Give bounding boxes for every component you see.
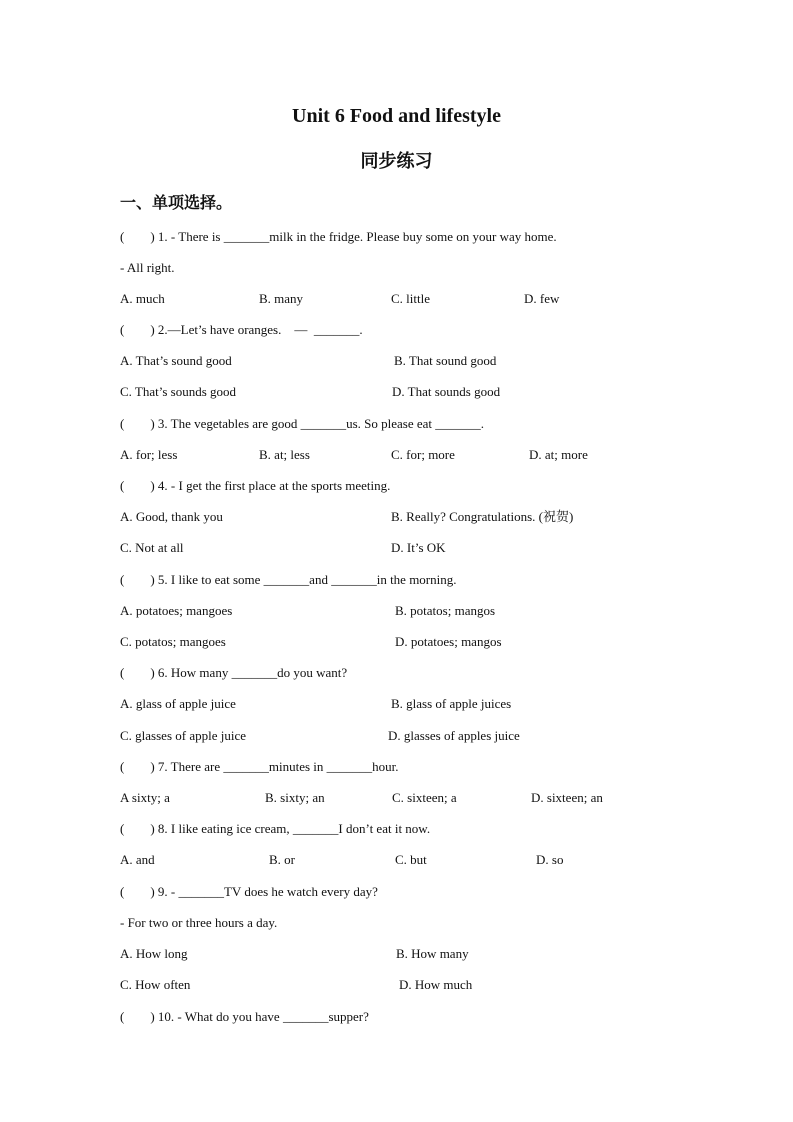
question-stem: ( ) 7. There are _______minutes in _______hour. bbox=[120, 759, 399, 774]
page-subtitle: 同步练习 bbox=[360, 151, 433, 172]
answer-option: A. That’s sound good bbox=[120, 353, 232, 368]
answer-option: B. That sound good bbox=[394, 353, 497, 368]
answer-option: B. potatos; mangos bbox=[395, 603, 496, 618]
question-stem: ( ) 5. I like to eat some _______and _______in the morning. bbox=[120, 572, 457, 587]
answer-option: C. Not at all bbox=[120, 540, 184, 555]
answer-option: C. How often bbox=[120, 977, 191, 992]
answer-option: B. Really? Congratulations. (祝贺) bbox=[391, 509, 574, 524]
answer-option: C. for; more bbox=[391, 447, 455, 462]
question-reply: - All right. bbox=[120, 260, 175, 275]
answer-option: D. few bbox=[524, 291, 560, 306]
answer-option: A. Good, thank you bbox=[120, 509, 223, 524]
question-stem: ( ) 4. - I get the first place at the sports meeting. bbox=[120, 478, 391, 493]
question-stem: ( ) 2.—Let’s have oranges. — _______. bbox=[120, 322, 363, 337]
answer-option: D. so bbox=[536, 852, 564, 867]
answer-option: A sixty; a bbox=[120, 790, 170, 805]
answer-option: C. but bbox=[395, 852, 427, 867]
answer-option: D. at; more bbox=[529, 447, 588, 462]
answer-option: A. potatoes; mangoes bbox=[120, 603, 233, 618]
answer-option: A. How long bbox=[120, 946, 188, 961]
answer-option: D. It’s OK bbox=[391, 540, 446, 555]
answer-option: D. sixteen; an bbox=[531, 790, 603, 805]
answer-option: C. glasses of apple juice bbox=[120, 728, 246, 743]
answer-option: B. sixty; an bbox=[265, 790, 325, 805]
question-stem: ( ) 10. - What do you have _______supper? bbox=[120, 1009, 369, 1024]
section-heading: 一、单项选择。 bbox=[120, 193, 233, 212]
answer-option: A. and bbox=[120, 852, 155, 867]
answer-option: C. sixteen; a bbox=[392, 790, 457, 805]
answer-option: D. glasses of apples juice bbox=[388, 728, 520, 743]
answer-option: B. at; less bbox=[259, 447, 310, 462]
answer-option: B. glass of apple juices bbox=[391, 696, 512, 711]
question-stem: ( ) 1. - There is _______milk in the fridge. Please buy some on your way home. bbox=[120, 229, 557, 244]
answer-option: B. or bbox=[269, 852, 295, 867]
answer-option: B. How many bbox=[396, 946, 469, 961]
answer-option: C. potatos; mangoes bbox=[120, 634, 226, 649]
answer-option: A. much bbox=[120, 291, 165, 306]
question-stem: ( ) 6. How many _______do you want? bbox=[120, 665, 348, 680]
answer-option: D. That sounds good bbox=[392, 384, 501, 399]
answer-option: A. for; less bbox=[120, 447, 178, 462]
question-stem: ( ) 3. The vegetables are good _______us. So please eat _______. bbox=[120, 416, 485, 431]
page-title: Unit 6 Food and lifestyle bbox=[292, 105, 501, 127]
answer-option: A. glass of apple juice bbox=[120, 696, 236, 711]
question-reply: - For two or three hours a day. bbox=[120, 915, 278, 930]
answer-option: D. How much bbox=[399, 977, 473, 992]
answer-option: C. little bbox=[391, 291, 430, 306]
answer-option: B. many bbox=[259, 291, 304, 306]
question-stem: ( ) 8. I like eating ice cream, _______I don’t eat it now. bbox=[120, 821, 431, 836]
answer-option: C. That’s sounds good bbox=[120, 384, 237, 399]
question-stem: ( ) 9. - _______TV does he watch every day? bbox=[120, 884, 378, 899]
answer-option: D. potatoes; mangos bbox=[395, 634, 502, 649]
